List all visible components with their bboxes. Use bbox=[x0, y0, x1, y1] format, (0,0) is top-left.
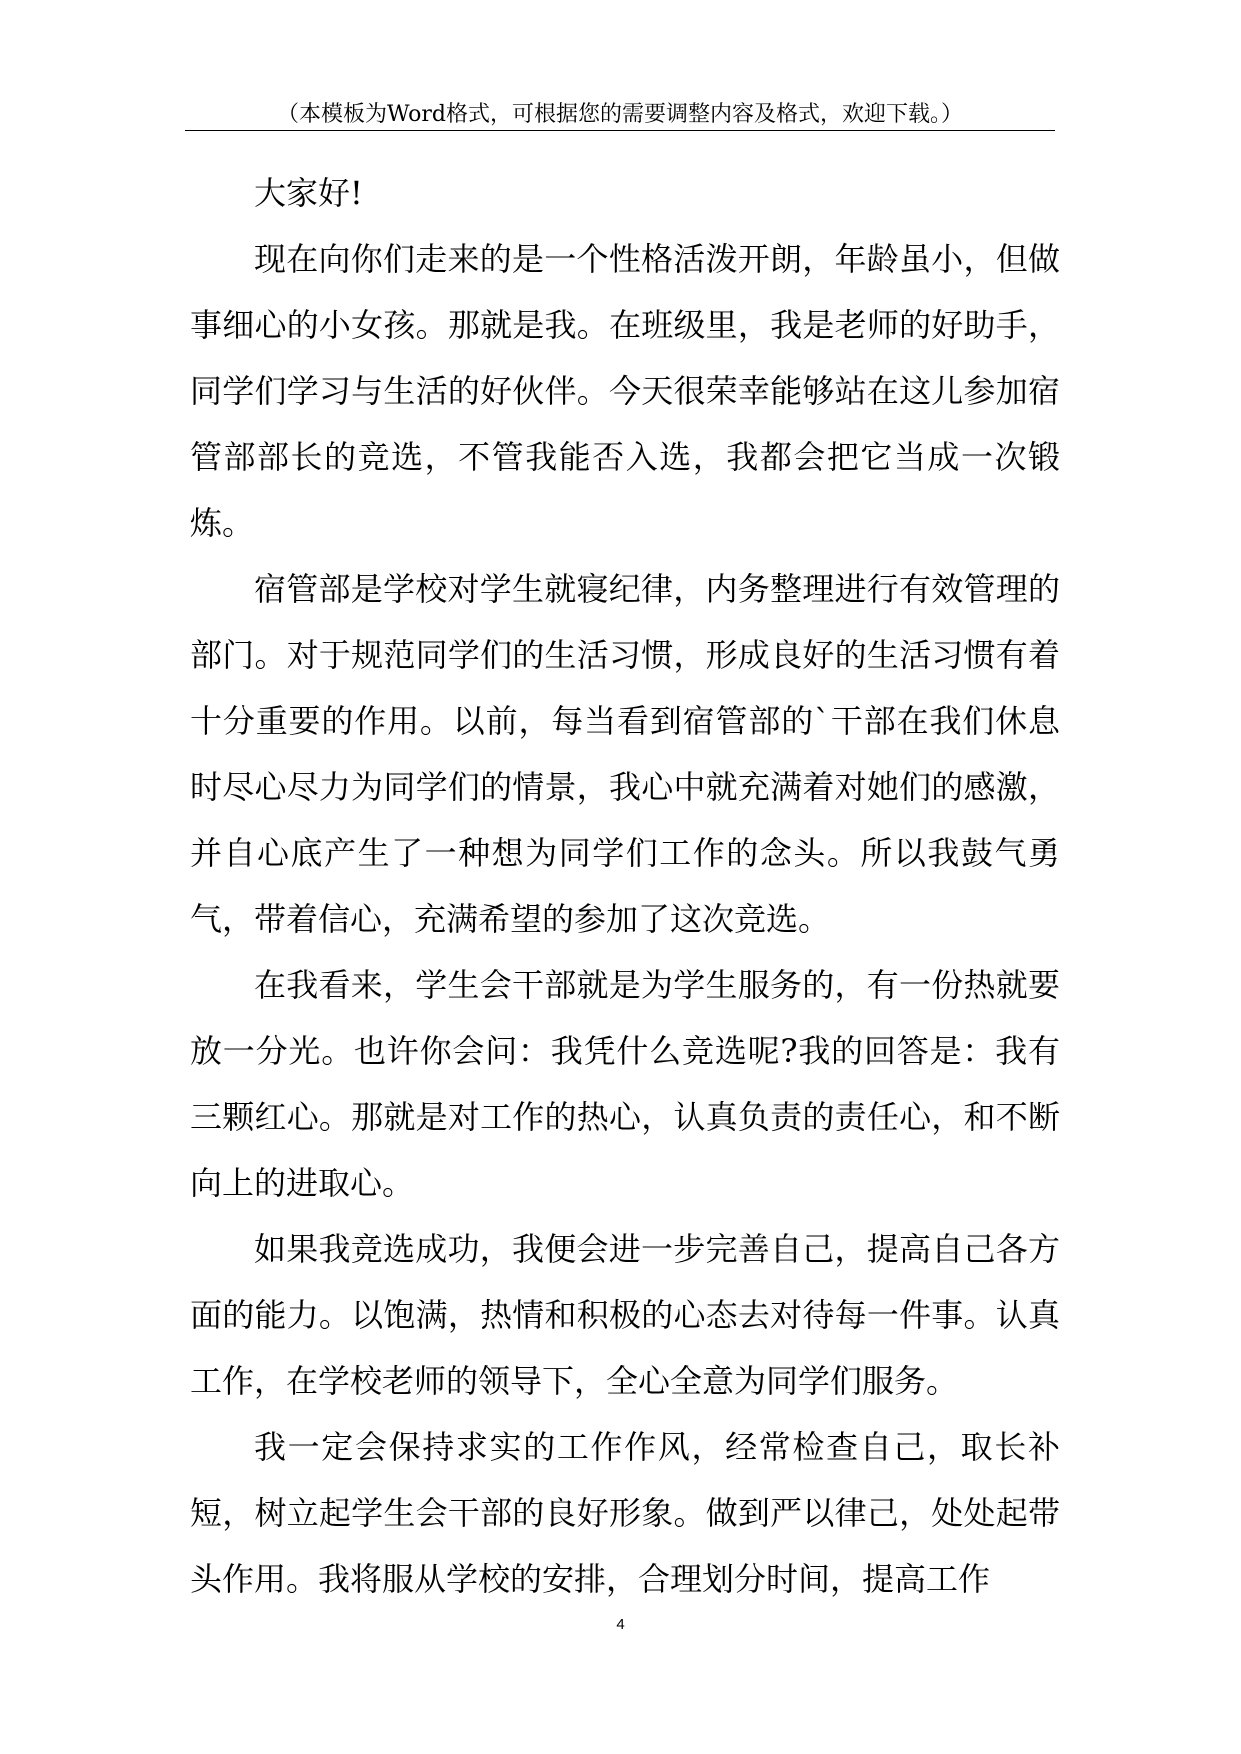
page-number: 4 bbox=[616, 1616, 625, 1633]
document-body bbox=[190, 160, 1060, 1612]
template-notice: （本模板为Word格式，可根据您的需要调整内容及格式，欢迎下载。） bbox=[277, 102, 963, 127]
paragraph-three-hearts: 在我看来，学生会干部就是为学生服务的，有一份热就要放一分光。也许你会问：我凭什么竞选呢?我的回答是：我有三颗红心。那就是对工作的热心，认真负责的责任心，和不断向上的进取心。 bbox=[190, 966, 1060, 1202]
paragraph-if-elected: 如果我竞选成功，我便会进一步完善自己，提高自己各方面的能力。以饱满，热情和积极的心态去对待每一件事。认真工作，在学校老师的领导下，全心全意为同学们服务。 bbox=[190, 1230, 1060, 1400]
header-divider bbox=[185, 130, 1055, 131]
paragraph-commitment: 我一定会保持求实的工作作风，经常检查自己，取长补短，树立起学生会干部的良好形象。做到严以律己，处处起带头作用。我将服从学校的安排，合理划分时间，提高工作 bbox=[190, 1428, 1060, 1598]
paragraph-self-introduction: 现在向你们走来的是一个性格活泼开朗，年龄虽小，但做事细心的小女孩。那就是我。在班级里，我是老师的好助手，同学们学习与生活的好伙伴。今天很荣幸能够站在这儿参加宿管部部长的竞选，不管我能否入选，我都会把它当成一次锻炼。 bbox=[190, 240, 1060, 542]
paragraph-dorm-department: 宿管部是学校对学生就寝纪律，内务整理进行有效管理的部门。对于规范同学们的生活习惯，形成良好的生活习惯有着十分重要的作用。以前，每当看到宿管部的`干部在我们休息时尽心尽力为同学们的情景，我心中就充满着对她们的感激，并自心底产生了一种想为同学们工作的念头。所以我鼓气勇气，带着信心，充满希望的参加了这次竞选。 bbox=[190, 570, 1060, 938]
paragraph-greeting: 大家好! bbox=[254, 174, 363, 212]
